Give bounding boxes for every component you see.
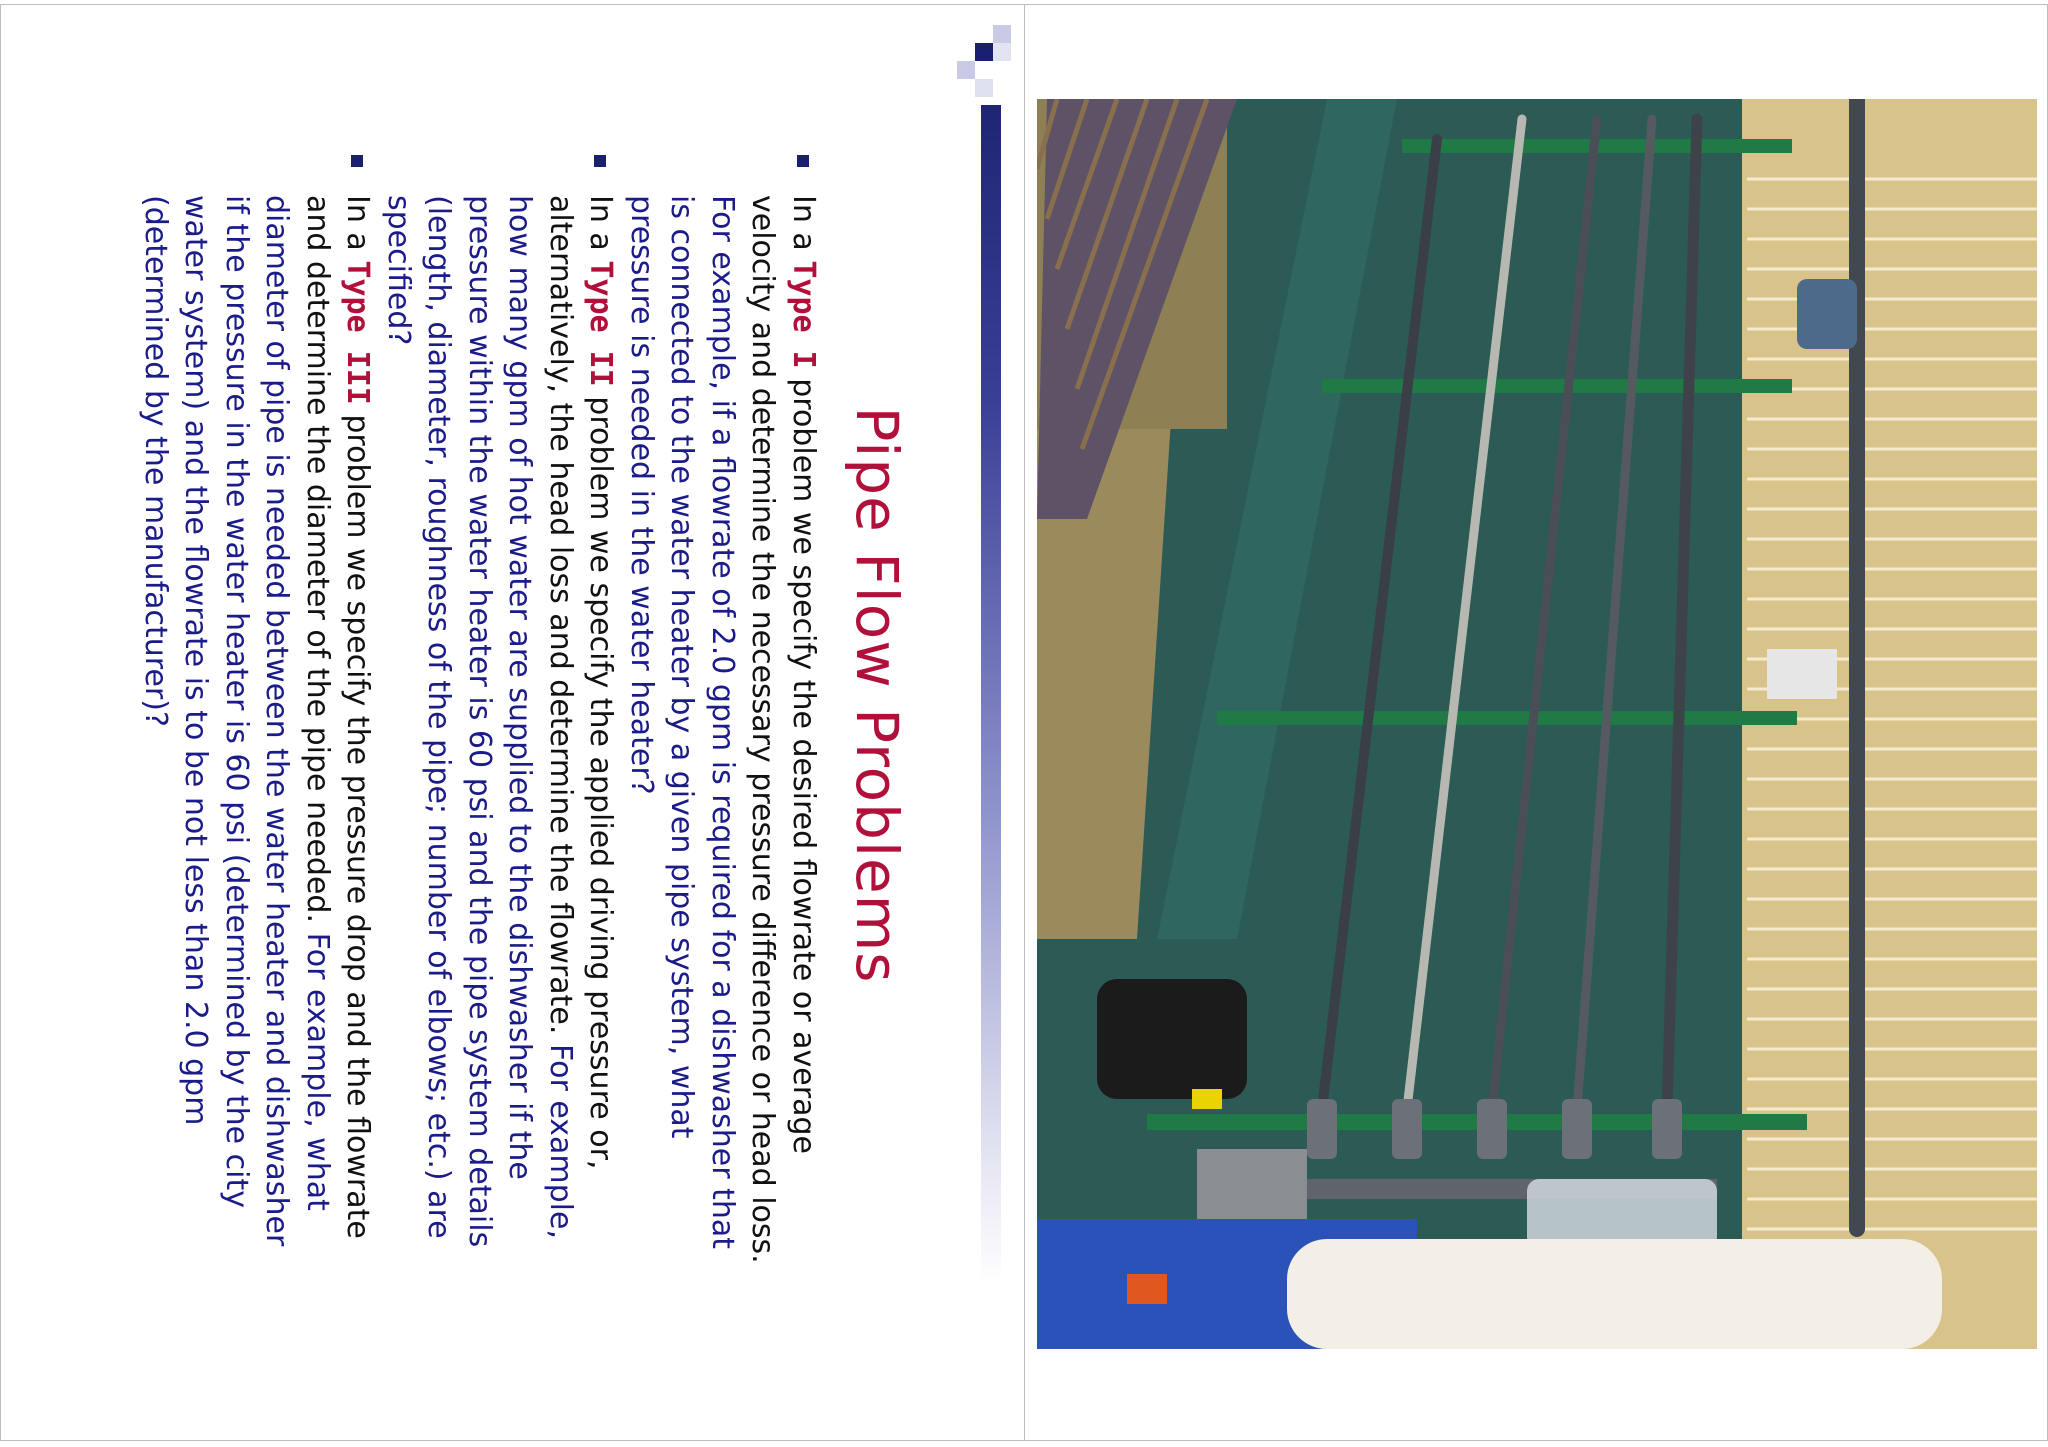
photo-page [1024,4,2048,1441]
flowmeter [1527,1179,1717,1249]
page-title: Pipe Flow Problems [843,406,911,984]
decor-square [993,43,1011,61]
decor-square [957,61,975,79]
list-item: In a Type II problem we specify the applied driving pressure or, alternatively, the head loss and determine the flowrate. For example, how many gpm of hot water are supplied to the dishwasher if the pressure within the water heater is 60 psi and the pipe system details (length, diameter, roughness of the pipe; number of elbows; etc.) are specified? [378,155,621,1265]
bullet-list [135,155,824,1265]
example-text: For example, if a flowrate of 2.0 gpm is required for a dishwasher that is connected to the water heater by a given pipe system, what pressure is needed in the water heater? [624,195,740,1250]
slide-content [1,5,1011,1385]
problem-type-label: Type II [583,260,619,387]
title-accent-bar [981,105,1001,1285]
decor-square [993,25,1011,43]
problem-type-label: Type III [340,260,376,405]
pressure-transducer [1797,279,1857,349]
decor-square [975,79,993,97]
problem-type-label: Type I [786,260,821,369]
bullet-icon [797,155,809,167]
example-text: For example, what diameter of pipe is needed between the water heater and dishwasher if the pressure in the water heater is 60 psi (determined by the city water system) and the flowrate is to be not less than 2.0 gpm (determined by the manufacturer)? [138,195,335,1247]
apparatus-illustration [1037,99,2037,1349]
apparatus-photo [1037,99,2037,1349]
junction-box [1767,649,1837,699]
list-item: In a Type III problem we specify the pressure drop and the flowrate and determine the diameter of the pipe needed. For example, what diameter of pipe is needed between the water heater and dishwasher if the pressure in the water heater is 60 psi (determined by the city water system) and the flowrate is to be not less than 2.0 gpm (determined by the manufacturer)? [135,155,378,1265]
valve-handle [1127,1274,1167,1304]
slide-page [0,4,1025,1441]
bullet-icon [595,155,607,167]
list-item: In a Type I problem we specify the desired flowrate or average velocity and determine the necessary pressure difference or head loss. For example, if a flowrate of 2.0 gpm is required for a dishwasher that is connected to the water heater by a given pipe system, what pressure is needed in the water heater? [621,155,824,1265]
example-text: For example, how many gpm of hot water are supplied to the dishwasher if the pressure within the water heater is 60 psi and the pipe system details (length, diameter, roughness of the pipe; number of elbows; etc.) are specified? [381,195,578,1248]
decor-square [975,43,993,61]
water-tank [1287,1239,1942,1349]
bullet-icon [352,155,364,167]
